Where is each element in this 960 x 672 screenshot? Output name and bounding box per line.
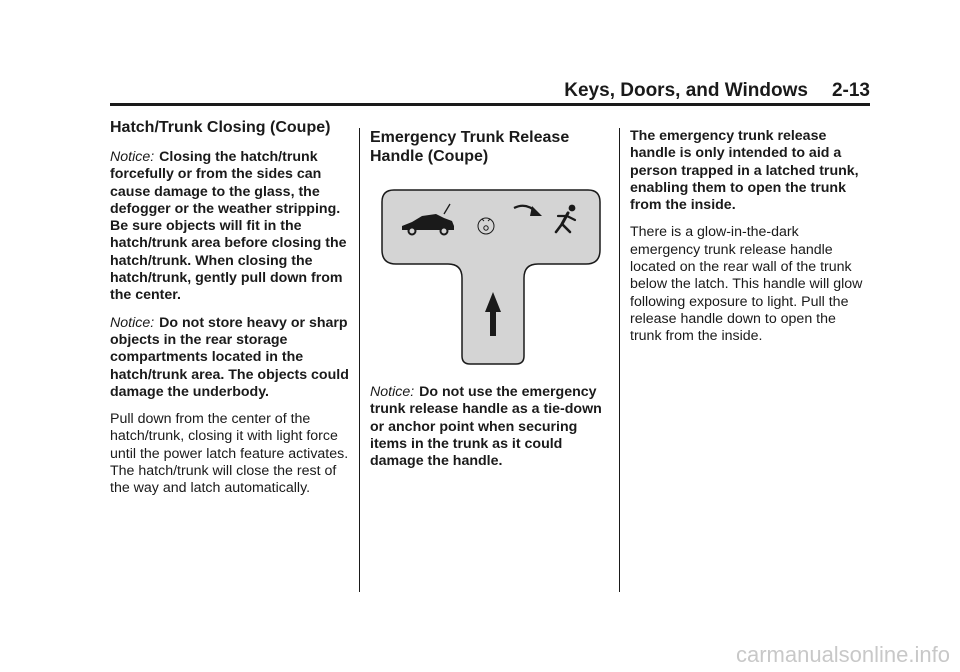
notice-label: Notice: — [110, 314, 155, 331]
section-title: Keys, Doors, and Windows — [564, 80, 808, 101]
watermark: carmanualsonline.info — [735, 642, 950, 667]
column-divider-2 — [619, 128, 620, 592]
bold-paragraph: The emergency trunk release handle is only intended to aid a person trapped in a latched trunk, enabling them to open the trunk from the inside. — [630, 128, 859, 214]
notice-label: Notice: — [370, 384, 415, 400]
section-heading-hatch-closing: Hatch/Trunk Closing (Coupe) — [110, 119, 331, 136]
body-paragraph: There is a glow-in-the-dark emergency trunk release handle located on the rear wall of the trunk below the latch. This handle will glow following exposure to light. Pull the release handle down to open the trunk from the inside. — [630, 224, 863, 345]
trunk-release-handle-figure — [378, 188, 604, 368]
notice-paragraph-3 — [370, 384, 610, 470]
notice-text: Do not use the emergency trunk release handle as a tie-down or anchor point when securing items in the trunk as it could damage the handle. — [370, 384, 602, 470]
page-header — [110, 80, 870, 102]
header-rule — [110, 103, 870, 106]
column-3 — [630, 128, 870, 356]
body-paragraph: Pull down from the center of the hatch/trunk, closing it with light force until the power latch feature activates. The hatch/trunk will close the rest of the way and latch automatically. — [110, 411, 349, 497]
column-divider-1 — [359, 128, 360, 592]
page-number: 2-13 — [831, 80, 870, 101]
notice-label: Notice: — [110, 149, 155, 165]
column-1 — [110, 118, 350, 508]
column-2 — [370, 128, 610, 480]
notice-paragraph-1 — [110, 149, 350, 305]
notice-paragraph-2 — [110, 315, 350, 401]
notice-text: Do not store heavy or sharp objects in the rear storage compartments located in the hatch/trunk area. The objects could damage the underbody. — [110, 314, 349, 400]
section-heading-emergency-release: Emergency Trunk Release Handle (Coupe) — [370, 129, 570, 165]
notice-text: Closing the hatch/trunk forcefully or from the sides can cause damage to the glass, the defogger or the weather stripping. Be sure objects will fit in the hatch/trunk area before closing the hatch/trunk. When closing the hatch/trunk, gently pull down from the center. — [110, 149, 347, 304]
